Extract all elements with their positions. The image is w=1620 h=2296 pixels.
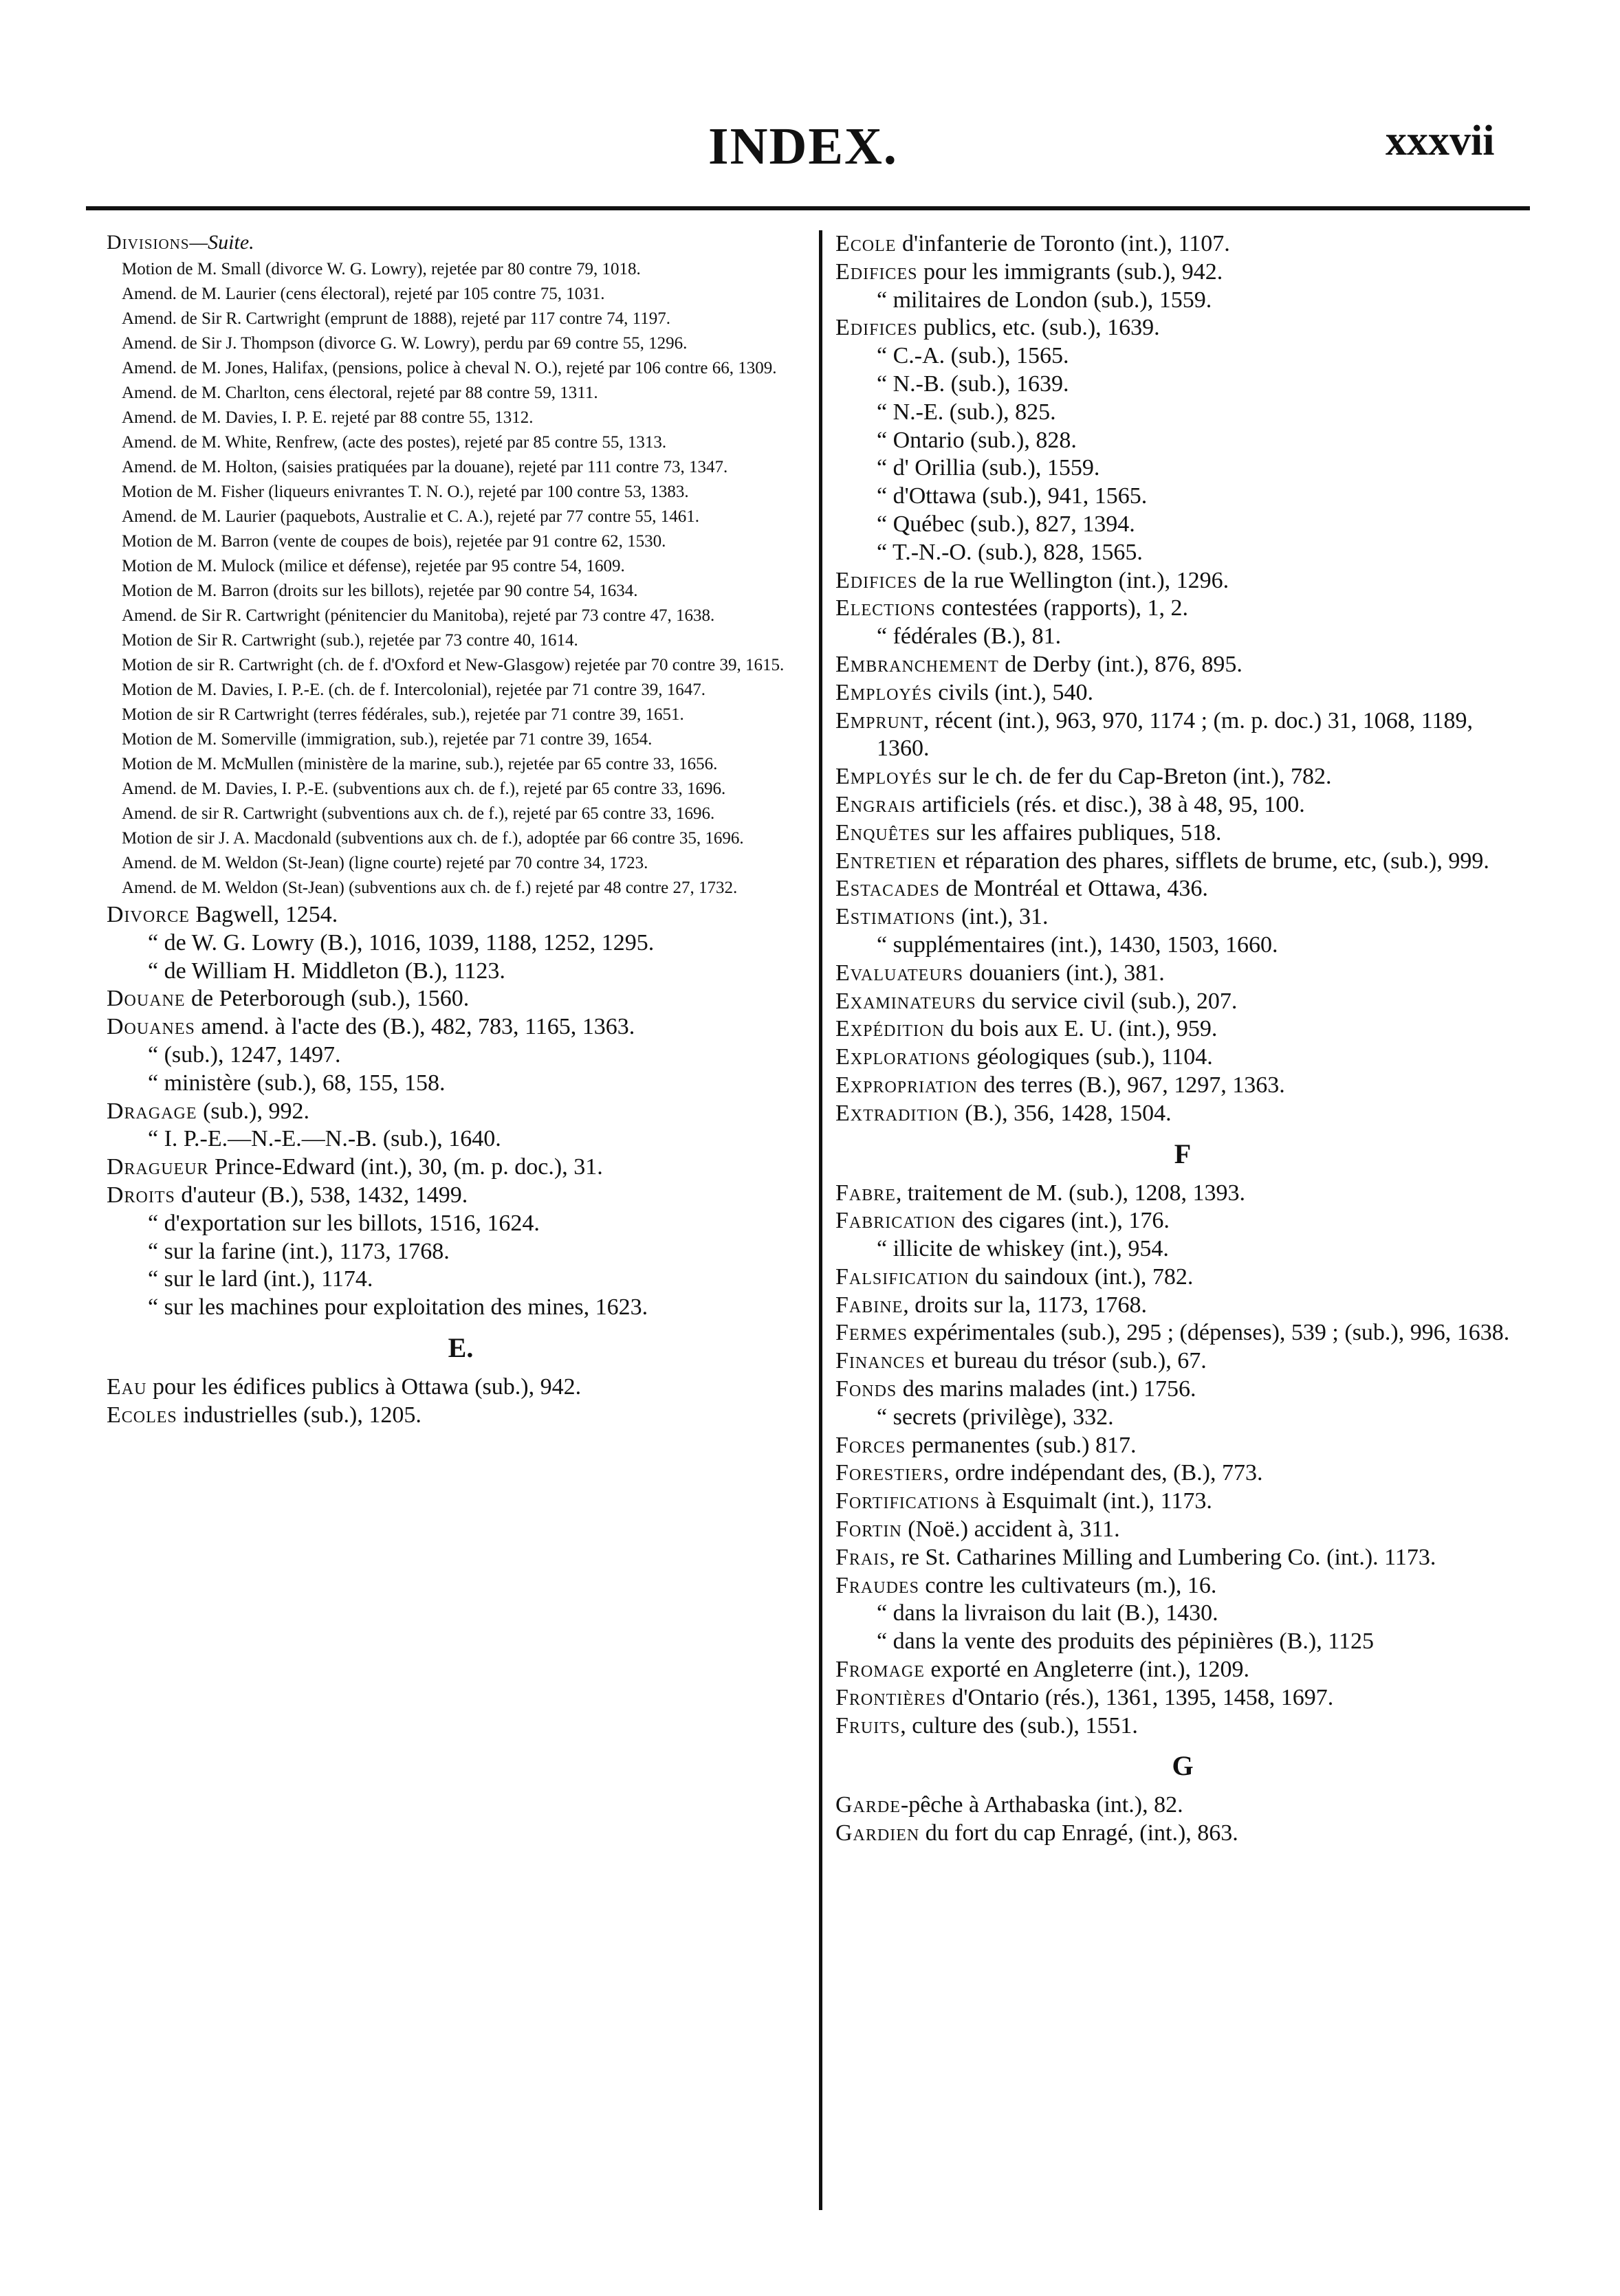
division-entry: Amend. de M. Weldon (St-Jean) (subventions aux ch. de f.) rejeté par 48 contre 27, 1732. [122,879,738,897]
index-keyword: Frais [835,1544,890,1570]
index-entry [835,1044,1530,1072]
division-entry: Motion de M. Barron (vente de coupes de bois), rejetée par 91 contre 62, 1530. [122,532,666,551]
index-entry-text: “ N.-B. (sub.), 1639. [877,371,1069,397]
index-entry-text: de Peterborough (sub.), 1560. [185,986,470,1012]
index-entry-text: “ Ontario (sub.), 828. [877,427,1077,453]
page-number: xxxvii [1386,118,1495,164]
index-keyword: Eau [107,1373,147,1400]
index-entry [107,1041,815,1070]
section-letter-f: F [1174,1138,1192,1169]
index-entry-text: , re St. Catharines Milling and Lumbering Co. (int.). 1173. [889,1544,1436,1570]
index-entry [107,1373,815,1402]
index-entry [107,901,815,929]
index-keyword: Employés [835,764,932,790]
index-entry-text: -pêche à Arthabaska (int.), 82. [900,1792,1183,1818]
index-entry [835,791,1530,819]
index-entry-text: du fort du cap Enragé, (int.), 863. [919,1820,1238,1846]
index-entry [835,1263,1530,1292]
index-entry-text: “ sur la farine (int.), 1173, 1768. [148,1238,450,1264]
index-list [835,230,1530,1128]
index-keyword: Fonds [835,1376,897,1402]
index-entry-text: “ T.-N.-O. (sub.), 828, 1565. [877,539,1143,565]
index-keyword: Engrais [835,791,917,817]
index-keyword: Fromage [835,1657,925,1683]
index-entry [835,567,1530,595]
division-entry: Motion de M. Barron (droits sur les billots), rejetée par 90 contre 54, 1634. [122,582,638,600]
division-entry: Amend. de M. Charlton, cens électoral, rejeté par 88 contre 59, 1311. [122,384,598,402]
index-entry-text: douaniers (int.), 381. [963,960,1165,986]
division-entry: Motion de sir J. A. Macdonald (subventions aux ch. de f.), adoptée par 66 contre 35, 1696. [122,829,744,848]
index-entry [835,1684,1530,1712]
index-keyword: Falsification [835,1263,970,1290]
division-entry: Amend. de M. Laurier (cens électoral), rejeté par 105 contre 75, 1031. [122,285,605,303]
index-entry [835,1600,1530,1628]
index-keyword: Fabine [835,1292,904,1318]
index-keyword: Fortifications [835,1488,981,1514]
index-entry-text: “ sur le lard (int.), 1174. [148,1266,373,1292]
section-letter-g: G [1172,1750,1194,1782]
index-entry-text: et bureau du trésor (sub.), 67. [925,1348,1207,1374]
index-entry [107,1266,815,1294]
index-entry [835,511,1530,539]
index-entry [835,1432,1530,1460]
index-keyword: Explorations [835,1044,971,1070]
index-entry [835,399,1530,427]
index-entry [835,763,1530,791]
index-entry [835,539,1530,567]
index-entry-text: des terres (B.), 967, 1297, 1363. [978,1072,1285,1098]
index-entry [835,258,1530,287]
index-keyword: Edifices [835,315,918,341]
division-entry: Amend. de Sir R. Cartwright (emprunt de 1888), rejeté par 117 contre 74, 1197. [122,309,670,328]
index-entry [835,903,1530,931]
index-entry-text: géologiques (sub.), 1104. [970,1044,1213,1070]
index-entry [835,427,1530,455]
index-entry-text: “ fédérales (B.), 81. [877,623,1062,650]
index-entry [835,1347,1530,1376]
index-entry [835,988,1530,1016]
division-entry: Amend. de M. Davies, I. P. E. rejeté par 88 contre 55, 1312. [122,408,534,427]
index-entry [835,1656,1530,1684]
index-entry [107,1098,815,1126]
division-entry: Motion de M. Davies, I. P.-E. (ch. de f. Intercolonial), rejetée par 71 contre 39, 1647. [122,681,706,699]
index-entry-text: pour les immigrants (sub.), 942. [917,258,1223,285]
index-entry [835,1180,1530,1208]
index-keyword: Douane [107,986,186,1012]
index-keyword: Embranchement [835,651,999,677]
index-keyword: Expropriation [835,1072,978,1098]
index-entry [107,985,815,1013]
index-entry-text: “ I. P.-E.—N.-E.—N.-B. (sub.), 1640. [148,1126,501,1152]
index-entry-text: d'Ontario (rés.), 1361, 1395, 1458, 1697. [945,1684,1334,1710]
division-entry: Motion de M. Somerville (immigration, sub.), rejetée par 71 contre 39, 1654. [122,730,653,749]
index-entry-text: “ (sub.), 1247, 1497. [148,1041,341,1068]
division-entry: Motion de M. Fisher (liqueurs enivrantes T. N. O.), rejeté par 100 contre 53, 1383. [122,483,689,501]
division-entry: Motion de Sir R. Cartwright (sub.), rejetée par 73 contre 40, 1614. [122,631,578,650]
index-entry-text: publics, etc. (sub.), 1639. [917,315,1160,341]
division-entry: Amend. de M. White, Renfrew, (acte des postes), rejeté par 85 contre 55, 1313. [122,433,667,452]
section-letter-e: E. [448,1332,474,1363]
index-entry [835,287,1530,315]
index-list-e [107,1373,815,1430]
division-entry: Amend. de M. Weldon (St-Jean) (ligne courte) rejeté par 70 contre 34, 1723. [122,854,648,872]
index-entry-text: à Esquimalt (int.), 1173. [980,1488,1212,1514]
index-keyword: Edifices [835,258,918,285]
index-keyword: Garde [835,1792,901,1818]
index-entry-text: (int.), 31. [955,904,1049,930]
index-keyword: Elections [835,595,936,621]
index-keyword: Forestiers [835,1460,943,1486]
index-entry-text: d'infanterie de Toronto (int.), 1107. [896,231,1230,256]
index-keyword: Dragage [107,1098,197,1124]
index-keyword: Dragueur [107,1154,209,1180]
index-entry-text: , récent (int.), 963, 970, 1174 ; (m. p. doc.) 31, 1068, 1189, 1360. [877,707,1473,762]
index-entry [835,1404,1530,1432]
index-heading [107,230,815,255]
index-entry [835,1459,1530,1488]
page-title: INDEX. [708,118,898,175]
index-entry [107,1070,815,1098]
index-keyword: Frontières [835,1684,946,1710]
index-keyword: Divorce [107,902,190,927]
page-header [0,103,1620,186]
index-entry-text: “ secrets (privilège), 332. [877,1404,1114,1430]
division-entry: Amend. de Sir J. Thompson (divorce G. W. Lowry), perdu par 69 contre 55, 1296. [122,334,688,353]
index-entry [835,342,1530,371]
division-entry: Amend. de sir R. Cartwright (subventions aux ch. de f.), rejeté par 65 contre 33, 1696. [122,804,715,823]
index-entry [835,1628,1530,1656]
index-entry-text: “ Québec (sub.), 827, 1394. [877,511,1135,537]
division-entry: Amend. de M. Laurier (paquebots, Australie et C. A.), rejeté par 77 contre 55, 1461. [122,507,700,526]
division-entry: Motion de sir R. Cartwright (ch. de f. d'Oxford et New-Glasgow) rejetée par 70 contre 39, 1615. [122,656,785,674]
index-entry-text: “ sur les machines pour exploitation des mines, 1623. [148,1294,648,1321]
index-keyword: Finances [835,1348,926,1374]
index-entry [835,1572,1530,1600]
index-entry-text: “ illicite de whiskey (int.), 954. [877,1236,1169,1262]
division-entry: Amend. de M. Holton, (saisies pratiquées par la douane), rejeté par 111 contre 73, 1347. [122,458,728,476]
division-entry: Motion de sir R Cartwright (terres fédérales, sub.), rejetée par 71 contre 39, 1651. [122,705,684,724]
index-keyword: Enquêtes [835,819,931,846]
division-entry: Motion de M. Small (divorce W. G. Lowry), rejetée par 80 contre 79, 1018. [122,260,641,278]
index-entry [835,371,1530,399]
index-list [107,901,815,1322]
index-entry-text: “ d' Orillia (sub.), 1559. [877,455,1100,481]
index-entry-text: , ordre indépendant des, (B.), 773. [943,1460,1263,1486]
index-keyword: Entretien [835,848,937,874]
index-entry-text: “ supplémentaires (int.), 1430, 1503, 1660. [877,931,1278,958]
index-entry [835,1015,1530,1044]
index-keyword: Fruits [835,1712,901,1738]
index-entry [107,1153,815,1182]
index-entry [835,679,1530,707]
index-entry [835,1516,1530,1544]
index-keyword: Employés [835,679,932,705]
index-entry [107,1402,815,1430]
division-entry: Amend. de M. Davies, I. P.-E. (subventions aux ch. de f.), rejeté par 65 contre 33, 1696. [122,780,726,798]
index-entry [835,819,1530,848]
index-entry-text: pour les édifices publics à Ottawa (sub.), 942. [146,1373,582,1400]
division-entry: Amend. de M. Jones, Halifax, (pensions, police à cheval N. O.), rejeté par 106 contre 66, 1309. [122,359,777,377]
index-entry [835,1376,1530,1404]
index-entry-text: et réparation des phares, sifflets de brume, etc, (sub.), 999. [937,848,1489,874]
index-entry-text: “ de W. G. Lowry (B.), 1016, 1039, 1188, 1252, 1295. [148,929,655,956]
index-entry-text: exporté en Angleterre (int.), 1209. [924,1657,1249,1683]
left-column [107,230,815,1430]
index-entry-text: “ d'exportation sur les billots, 1516, 1624. [148,1210,540,1236]
index-entry-text: “ dans la livraison du lait (B.), 1430. [877,1600,1218,1626]
index-entry [107,1013,815,1041]
index-entry [835,483,1530,511]
index-keyword: Expédition [835,1016,945,1042]
index-entry [835,595,1530,623]
column-divider [819,230,822,2210]
index-entry-text: , droits sur la, 1173, 1768. [903,1292,1148,1318]
index-entry [835,1488,1530,1516]
index-keyword: Gardien [835,1820,920,1846]
index-keyword: Fabrication [835,1208,956,1234]
index-entry [835,1820,1530,1848]
index-keyword: Estimations [835,904,956,930]
index-entry-text: , traitement de M. (sub.), 1208, 1393. [895,1180,1245,1206]
index-entry-text: (Noë.) accident à, 311. [901,1516,1120,1543]
index-entry [835,1292,1530,1320]
index-entry-text: “ dans la vente des produits des pépinières (B.), 1125 [877,1629,1374,1655]
index-entry-text: de la rue Wellington (int.), 1296. [917,567,1229,593]
index-entry [107,1182,815,1210]
index-entry [107,958,815,986]
index-entry [107,1210,815,1238]
index-keyword: Douanes [107,1014,195,1040]
header-rule [86,206,1530,210]
division-entry: Motion de M. Mulock (milice et défense), rejetée par 95 contre 54, 1609. [122,557,625,575]
index-entry [835,848,1530,876]
division-entry: Motion de M. McMullen (ministère de la marine, sub.), rejetée par 65 contre 33, 1656. [122,755,718,773]
index-entry [835,1235,1530,1263]
index-keyword: Ecoles [107,1402,177,1428]
index-keyword: Fraudes [835,1572,919,1598]
division-list [107,258,815,900]
index-entry-text: du saindoux (int.), 782. [969,1263,1194,1290]
index-entry-text: “ ministère (sub.), 68, 155, 158. [148,1070,446,1096]
index-entry [835,651,1530,679]
index-entry-text: amend. à l'acte des (B.), 482, 783, 1165, 1363. [195,1014,635,1040]
index-keyword: Evaluateurs [835,960,964,986]
index-entry-text: du service civil (sub.), 207. [976,988,1238,1014]
index-entry-text: sur le ch. de fer du Cap-Breton (int.), 782. [932,764,1332,790]
index-entry [835,1072,1530,1100]
index-entry-text: contestées (rapports), 1, 2. [935,595,1189,621]
index-keyword: Divisions [107,231,190,254]
index-keyword: Fermes [835,1320,908,1346]
index-keyword: Emprunt [835,707,923,733]
index-entry [835,623,1530,651]
index-entry-text: , culture des (sub.), 1551. [900,1712,1138,1738]
division-entry: Amend. de Sir R. Cartwright (pénitencier du Manitoba), rejeté par 73 contre 47, 1638. [122,606,715,625]
index-entry-text: d'auteur (B.), 538, 1432, 1499. [175,1182,468,1208]
index-list-f [835,1180,1530,1741]
index-list-g [835,1791,1530,1848]
index-keyword: Extradition [835,1100,959,1126]
index-heading-suffix: —Suite. [189,231,254,254]
index-entry-text: contre les cultivateurs (m.), 16. [919,1572,1217,1598]
index-entry [835,1544,1530,1572]
index-entry-text: civils (int.), 540. [932,679,1093,705]
index-entry-text: “ militaires de London (sub.), 1559. [877,287,1212,313]
index-entry [107,1125,815,1153]
index-entry [835,230,1530,258]
index-entry-text: “ d'Ottawa (sub.), 941, 1565. [877,483,1148,509]
index-entry-text: de Montréal et Ottawa, 436. [939,876,1208,902]
index-entry-text: Bagwell, 1254. [189,902,338,927]
index-entry-text: (sub.), 992. [197,1098,309,1124]
index-entry [835,931,1530,960]
index-entry [107,1238,815,1266]
index-keyword: Fabre [835,1180,896,1206]
index-entry [835,1207,1530,1235]
index-entry-text: permanentes (sub.) 817. [906,1432,1137,1458]
index-entry-text: “ N.-E. (sub.), 825. [877,399,1056,425]
index-keyword: Droits [107,1182,175,1208]
index-keyword: Fortin [835,1516,902,1543]
index-entry [835,1791,1530,1820]
index-entry [835,1100,1530,1128]
index-entry-text: des cigares (int.), 176. [956,1208,1170,1234]
index-entry-text: “ de William H. Middleton (B.), 1123. [148,958,505,984]
index-entry-text: artificiels (rés. et disc.), 38 à 48, 95, 100. [916,791,1305,817]
index-entry-text: des marins malades (int.) 1756. [897,1376,1196,1402]
index-entry [835,1712,1530,1741]
index-keyword: Edifices [835,567,918,593]
index-entry-text: “ C.-A. (sub.), 1565. [877,343,1069,369]
index-keyword: Ecole [835,231,897,256]
index-entry-text: du bois aux E. U. (int.), 959. [944,1016,1218,1042]
index-entry [835,875,1530,903]
index-entry-text: (B.), 356, 1428, 1504. [959,1100,1172,1126]
index-entry-text: sur les affaires publiques, 518. [930,819,1222,846]
index-entry [835,314,1530,342]
index-entry-text: expérimentales (sub.), 295 ; (dépenses), 539 ; (sub.), 996, 1638. [907,1320,1510,1346]
right-column [835,230,1530,1848]
index-entry-text: de Derby (int.), 876, 895. [998,651,1243,677]
index-entry-text: Prince-Edward (int.), 30, (m. p. doc.), 31. [208,1154,603,1180]
index-entry [835,1319,1530,1347]
index-keyword: Examinateurs [835,988,976,1014]
index-entry [835,454,1530,483]
index-keyword: Forces [835,1432,906,1458]
index-entry [107,1294,815,1322]
index-keyword: Estacades [835,876,940,902]
index-entry-text: industrielles (sub.), 1205. [177,1402,422,1428]
index-entry [835,960,1530,988]
index-entry [835,707,1530,764]
index-entry [107,929,815,958]
